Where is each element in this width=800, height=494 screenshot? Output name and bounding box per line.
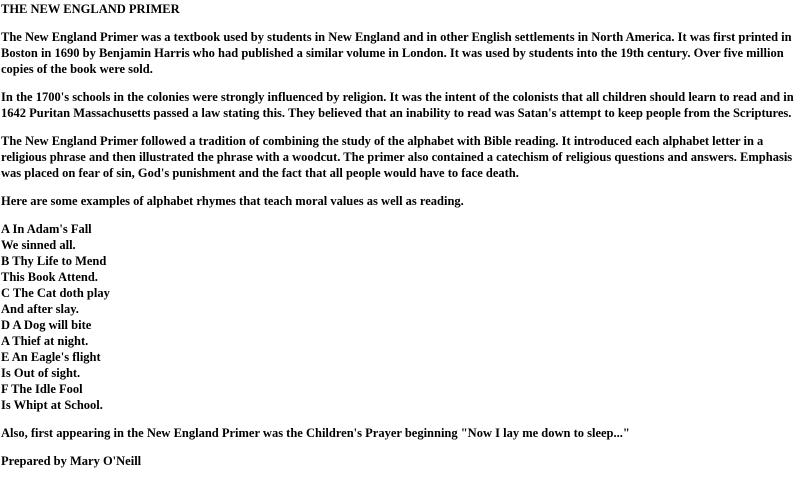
document-page (0, 1, 800, 469)
rhyme-line: A Thief at night. (1, 334, 89, 348)
rhyme-line: We sinned all. (1, 238, 76, 252)
rhyme-line: Is Whipt at School. (1, 398, 103, 412)
rhyme-line: A In Adam's Fall (1, 222, 92, 236)
rhyme-line: C The Cat doth play (1, 286, 110, 300)
paragraph-religion: In the 1700's schools in the colonies were strongly influenced by religion. It was the intent of the colonists that all children should learn to read and in 1642 Puritan Massachusetts passed a law stating this. They believed that an inability to read was Satan's attempt to keep people from the Scriptures. (1, 90, 794, 120)
paragraph-tradition: The New England Primer followed a tradition of combining the study of the alphabet with Bible reading. It introduced each alphabet letter in a religious phrase and then illustrated the phrase with a woodcut. The primer also contained a catechism of religious questions and answers. Emphasis was placed on fear of sin, God's punishment and the fact that all people would have to face death. (1, 134, 793, 180)
rhyme-line: And after slay. (1, 302, 79, 316)
rhyme-line: B Thy Life to Mend (1, 254, 107, 268)
author-credit: Prepared by Mary O'Neill (1, 454, 142, 468)
page-title: THE NEW ENGLAND PRIMER (1, 2, 180, 16)
rhyme-line: E An Eagle's flight (1, 350, 101, 364)
paragraph-history: The New England Primer was a textbook used by students in New England and in other English settlements in North America. It was first printed in Boston in 1690 by Benjamin Harris who had published a similar volume in London. It was used by students into the 19th century. Over five million copies of the book were sold. (1, 30, 792, 76)
paragraph-examples-intro: Here are some examples of alphabet rhymes that teach moral values as well as reading. (1, 194, 464, 208)
rhyme-line: Is Out of sight. (1, 366, 81, 380)
rhyme-line: F The Idle Fool (1, 382, 83, 396)
rhyme-line: D A Dog will bite (1, 318, 92, 332)
alphabet-rhymes (1, 221, 800, 413)
paragraph-childrens-prayer: Also, first appearing in the New England Primer was the Children's Prayer beginning "Now I lay me down to sleep..." (1, 426, 630, 440)
rhyme-line: This Book Attend. (1, 270, 98, 284)
